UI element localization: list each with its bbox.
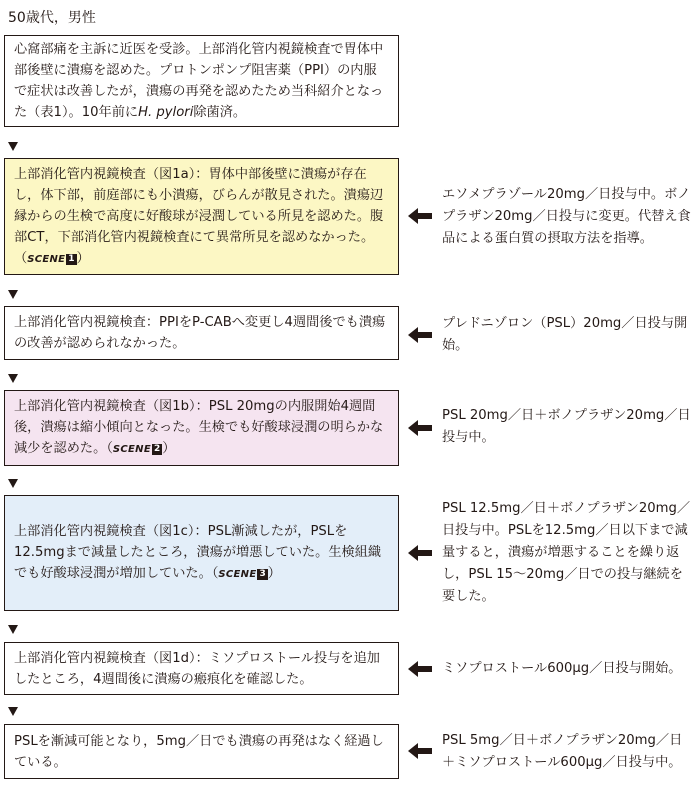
step-text-7: PSLを漸減可能となり，5mg／日でも潰瘍の再発はなく経過している。 [14, 733, 384, 770]
step-text-2: 上部消化管内視鏡検査（図1a）：胃体中部後壁に潰瘍が存在し，体下部，前庭部にも小潰瘍，びらんが散見された。潰瘍辺縁からの生検で高度に好酸球が浸潤している所見を認めた。腹部CT，下部消化管内視鏡検査にて異常所見を認めなかった。（SCENE 1 ） [14, 166, 384, 266]
left-arrow-icon [408, 327, 432, 343]
scene-label-1: SCENE [27, 253, 66, 265]
scene-label-2: SCENE [112, 444, 151, 455]
scene-number-1: 1 [68, 253, 75, 264]
down-arrow-1 [8, 142, 18, 151]
down-arrow-6 [8, 707, 18, 716]
down-arrow-4 [8, 479, 18, 488]
down-arrow-5 [8, 625, 18, 634]
step-box-6 [4, 642, 399, 695]
treatment-note-6: ミソプロストール600μg／日投与開始。 [442, 661, 682, 676]
left-arrow-icon [408, 208, 432, 224]
treatment-note-4: PSL 20mg／日＋ボノプラザン20mg／日投与中。 [442, 408, 691, 445]
left-arrow-icon [408, 545, 432, 561]
step-box-7 [4, 724, 399, 779]
left-arrow-icon [408, 743, 432, 759]
h-pylori-italic: H. pylori [138, 105, 194, 120]
treatment-note-7: PSL 5mg／日＋ボノプラザン20mg／日＋ミソプロストール600μg／日投与中。 [442, 733, 683, 770]
step-text-1: 心窩部痛を主訴に近医を受診。上部消化管内視鏡検査で胃体中部後壁に潰瘍を認めた。プロトンポンプ阻害薬（PPI）の内服で症状は改善したが，潰瘍の再発を認めたため当科紹介となった（表1）。10年前にH. pylori除菌済。 [14, 42, 384, 120]
step-text-3: 上部消化管内視鏡検査：PPIをP-CABへ変更し4週間後でも潰瘍の改善が認められなかった。 [14, 315, 386, 351]
treatment-note-3: プレドニゾロン（PSL）20mg／日投与開始。 [442, 316, 688, 353]
left-arrow-icon [408, 420, 432, 436]
scene-number-3: 3 [259, 569, 266, 579]
down-arrow-2 [8, 290, 18, 299]
scene-label-3: SCENE [218, 569, 257, 580]
step-box-4 [4, 390, 399, 466]
treatment-note-5: PSL 12.5mg／日＋ボノプラザン20mg／日投与中。PSLを12.5mg／日以下まで減量すると，潰瘍が増悪することを繰り返し，PSL 15〜20mg／日での投与継続を要した。 [442, 501, 691, 604]
step-box-3 [4, 306, 399, 360]
step-box-2 [4, 158, 399, 275]
scene-number-2: 2 [153, 444, 161, 454]
step-text-5: 上部消化管内視鏡検査（図1c）：PSL漸減したが，PSLを12.5mgまで減量したところ，潰瘍が増悪していた。生検組織でも好酸球浸潤が増加していた。（SCENE 3 ） [14, 524, 382, 581]
left-arrow-icon [408, 661, 432, 677]
case-header: 50歳代，男性 [8, 10, 96, 26]
step-text-4: 上部消化管内視鏡検査（図1b）：PSL 20mgの内服開始4週間後，潰瘍は縮小傾向となった。生検でも好酸球浸潤の明らかな減少を認めた。（SCENE 2 ） [14, 399, 384, 456]
treatment-note-2: エソメプラゾール20mg／日投与中。ボノプラザン20mg／日投与に変更。代替え食品による蛋白質の摂取方法を指導。 [442, 187, 691, 246]
step-box-5 [4, 495, 399, 611]
step-box-1 [4, 35, 399, 127]
step-text-6: 上部消化管内視鏡検査（図1d）：ミソプロストール投与を追加したところ，4週間後に潰瘍の瘢痕化を確認した。 [14, 650, 380, 687]
down-arrow-3 [8, 374, 18, 383]
